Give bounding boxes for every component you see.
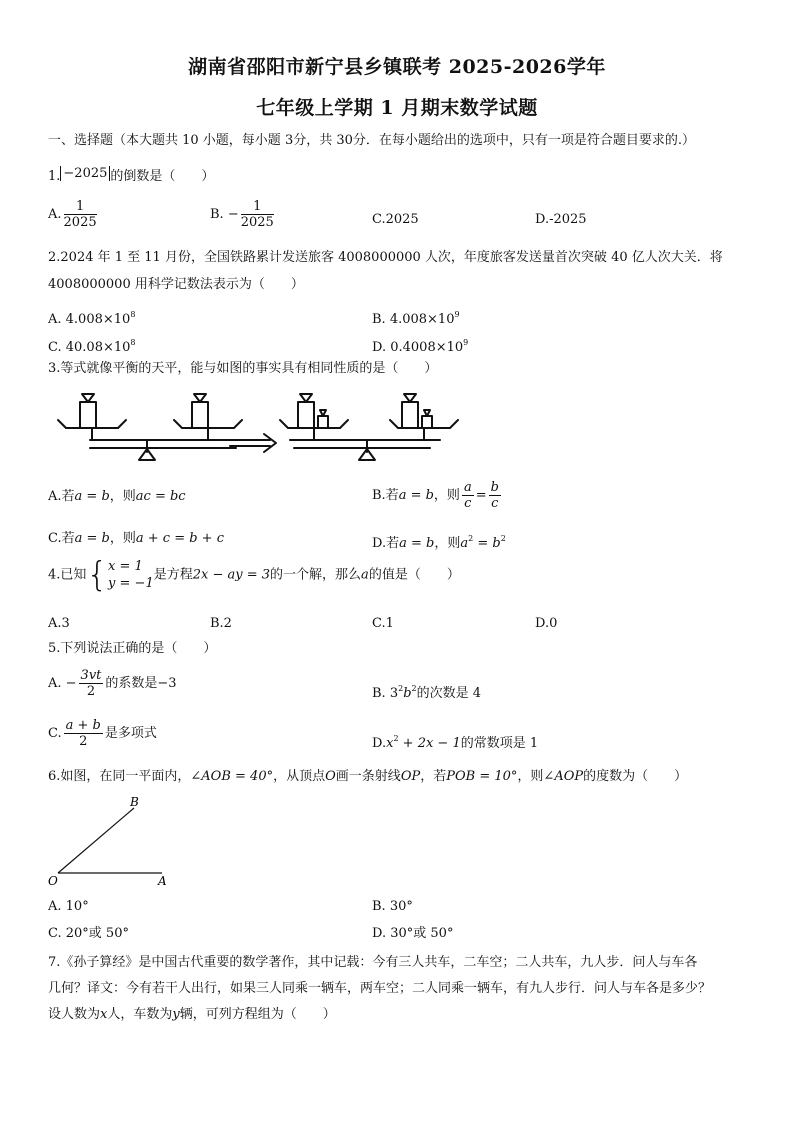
q3-option-b[interactable]: B.若a = b，则 $\frac{a}{c}$ = $\frac{b}{c}$ <box>372 480 499 511</box>
page-title: 湖南省邵阳市新宁县乡镇联考 2025-2026学年 <box>188 56 606 78</box>
question-5-stem: 5.下列说法正确的是（ ） <box>48 641 217 656</box>
q5-option-d[interactable]: $D.x^2 + 2x - 1$的常数项是 1 <box>372 734 539 751</box>
question-2-line1: 2.2024 年 1 至 11 月份，全国铁路累计发送旅客 4008000000 人次，年度旅客发送量首次突破 40 亿人次大关．将 <box>48 250 723 265</box>
q1-option-c[interactable]: C.2025 <box>372 212 419 227</box>
balance-scale-figure <box>50 386 470 466</box>
fraction: $\frac{b}{c}$ <box>490 480 499 511</box>
question-6-stem: 6.如图，在同一平面内，∠AOB = 40°，从顶点O画一条射线OP，若POB = 10°，则∠AOP的度数为（ ） <box>48 769 688 784</box>
q5-option-c[interactable]: C. $\frac{a + b}{2}$ 是多项式 <box>48 718 157 749</box>
scale-before <box>58 394 246 460</box>
q1-option-a[interactable]: A. $\frac{1}{2025}$ <box>48 199 97 230</box>
q1-option-b[interactable]: B. − $\frac{1}{2025}$ <box>210 199 274 230</box>
q6-option-a[interactable]: A. 10° <box>48 899 89 914</box>
question-7-line3: 设人数为x人，车数为y辆，可列方程组为（ ） <box>48 1007 336 1022</box>
q3-option-d[interactable]: D.若a = b，则$a^2 = b^2$ <box>372 534 506 551</box>
brace-icon: { <box>86 555 109 595</box>
fraction: $\frac{a + b}{2}$ <box>65 718 101 749</box>
q1-option-d[interactable]: D.-2025 <box>535 212 587 227</box>
q2-option-c[interactable]: C. $40.08\times 10^8$ <box>48 338 136 355</box>
q5-option-b[interactable]: B. $3^2b^2$的次数是 4 <box>372 684 482 701</box>
scale-after <box>280 394 458 460</box>
ray-ob <box>58 808 134 873</box>
q5-option-a[interactable]: A. − $\frac{3vt}{2}$ 的系数是−3 <box>48 668 177 699</box>
fraction: $\frac{1}{2025}$ <box>240 199 274 230</box>
label-a: A <box>158 874 167 888</box>
q4-option-b[interactable]: B.2 <box>210 616 232 631</box>
equation-system: x = 1 y = −1 <box>108 559 154 591</box>
fraction: $\frac{3vt}{2}$ <box>80 668 102 699</box>
label-o: O <box>48 874 58 888</box>
question-1-stem: 1. −2025 的倒数是（ ） <box>48 166 215 184</box>
question-3-stem: 3.等式就像平衡的天平，能与如图的事实具有相同性质的是（ ） <box>48 361 438 376</box>
q6-option-c[interactable]: C. 20°或 50° <box>48 926 129 941</box>
q2-option-a[interactable]: A. $4.008\times 10^8$ <box>48 310 136 327</box>
q6-option-d[interactable]: D. 30°或 50° <box>372 926 454 941</box>
arrow-right-icon <box>230 434 276 452</box>
q2-option-d[interactable]: D. $0.4008\times 10^9$ <box>372 338 469 355</box>
q4-option-d[interactable]: D.0 <box>535 616 558 631</box>
question-2-line2: 4008000000 用科学记数法表示为（ ） <box>48 277 304 292</box>
angle-figure <box>44 792 184 892</box>
section-heading: 一、选择题（本大题共 10 小题，每小题 3分，共 30分．在每小题给出的选项中，只有一项是符合题目要求的.） <box>48 133 696 148</box>
question-4-stem: 4.已知{ x = 1 y = −1 是方程2x − ay = 3的一个解，那么a的值是（ ） <box>48 555 460 595</box>
page-subtitle: 七年级上学期 1 月期末数学试题 <box>256 97 538 119</box>
q3-option-c[interactable]: C.若a = b，则a + c = b + c <box>48 531 224 546</box>
fraction: $\frac{a}{c}$ <box>463 480 472 511</box>
q4-option-c[interactable]: C.1 <box>372 616 394 631</box>
q4-option-a[interactable]: A.3 <box>48 616 70 631</box>
q6-option-b[interactable]: B. 30° <box>372 899 413 914</box>
question-7-line1: 7.《孙子算经》是中国古代重要的数学著作，其中记载：今有三人共车，二车空；二人共车，九人步．问人与车各 <box>48 955 698 970</box>
q3-option-a[interactable]: A.若a = b，则ac = bc <box>48 489 186 504</box>
label-b: B <box>130 795 139 809</box>
fraction: $\frac{1}{2025}$ <box>63 199 97 230</box>
abs-value-expression: −2025 <box>60 166 110 181</box>
question-7-line2: 几何？译文：今有若干人出行，如果三人同乘一辆车，两车空；二人同乘一辆车，有九人步行．问人与车各是多少？ <box>48 981 712 996</box>
q2-option-b[interactable]: B. $4.008\times 10^9$ <box>372 310 460 327</box>
